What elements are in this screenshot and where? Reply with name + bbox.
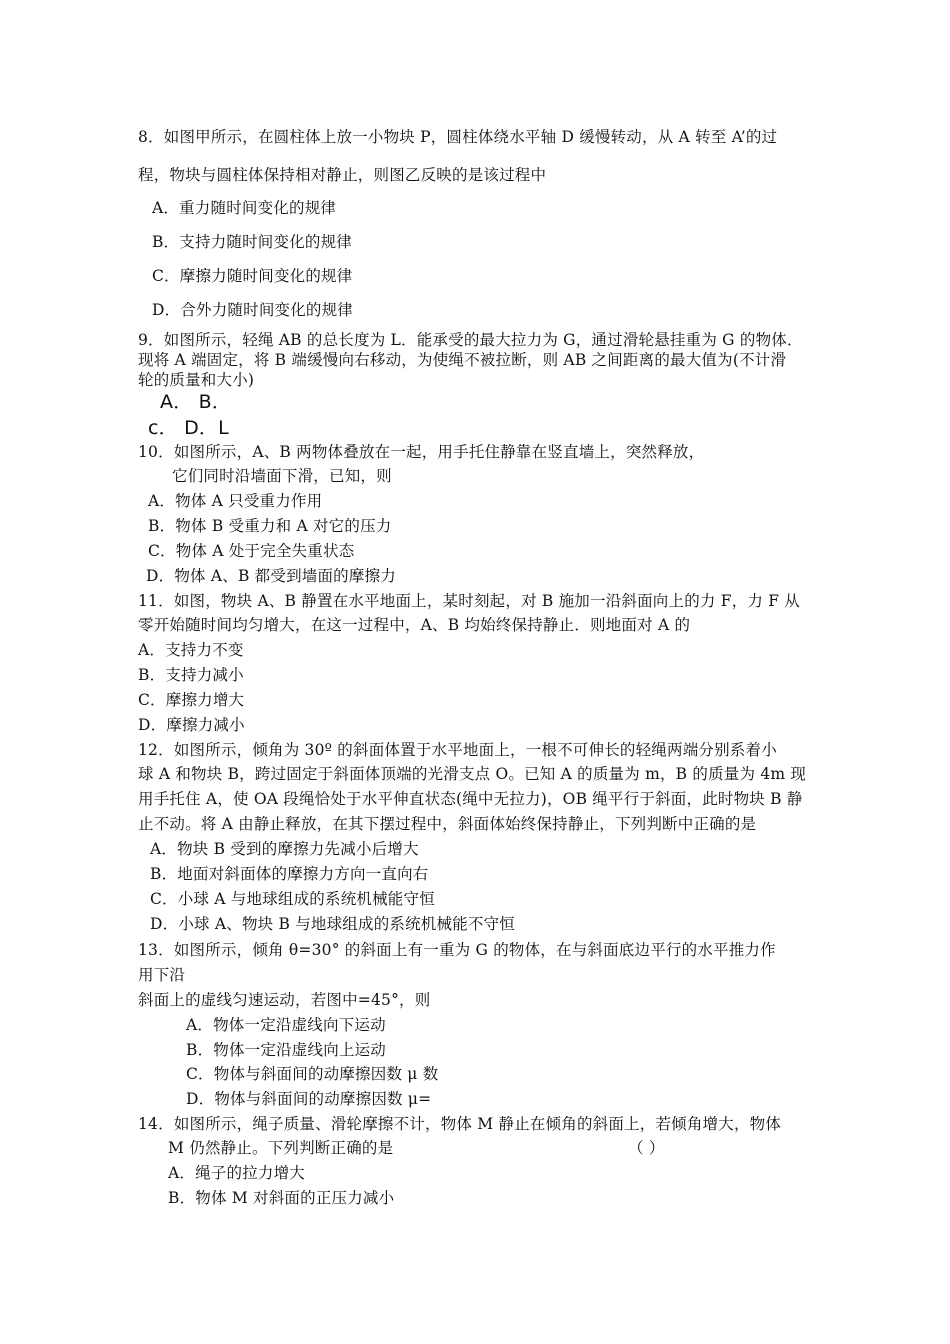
q13-option-a: A．物体一定沿虚线向下运动 bbox=[186, 1016, 386, 1034]
q11-option-c: C．摩擦力增大 bbox=[138, 691, 245, 709]
q9-options-ab: A． B． bbox=[160, 391, 232, 413]
q12-stem-line-1: 12．如图所示，倾角为 30º 的斜面体置于水平地面上，一根不可伸长的轻绳两端分别系着小 bbox=[138, 741, 777, 759]
q8-stem-line-1: 8．如图甲所示，在圆柱体上放一小物块 P，圆柱体绕水平轴 D 缓慢转动，从 A 转至 A’的过 bbox=[138, 128, 778, 146]
q13-option-b: B．物体一定沿虚线向上运动 bbox=[186, 1041, 386, 1059]
q13-option-c: C．物体与斜面间的动摩擦因数 μ 数 bbox=[186, 1065, 439, 1083]
q13-stem-line-1: 13．如图所示，倾角 θ=30° 的斜面上有一重为 G 的物体，在与斜面底边平行的水平推力作 bbox=[138, 941, 776, 959]
q9-stem-line-3: 轮的质量和大小) bbox=[138, 371, 255, 389]
q10-stem-line-2: 它们同时沿墙面下滑，已知，则 bbox=[172, 467, 392, 485]
q12-stem-line-4: 止不动。将 A 由静止释放，在其下摆过程中，斜面体始终保持静止，下列判断中正确的是 bbox=[138, 815, 757, 833]
q8-option-a: A．重力随时间变化的规律 bbox=[152, 199, 337, 217]
q14-answer-blank: （ ） bbox=[628, 1139, 665, 1157]
q9-options-cd: c． D．L bbox=[148, 417, 229, 439]
q10-option-a: A．物体 A 只受重力作用 bbox=[148, 492, 323, 510]
q12-option-d: D．小球 A、物块 B 与地球组成的系统机械能不守恒 bbox=[150, 915, 515, 933]
q8-option-c: C．摩擦力随时间变化的规律 bbox=[152, 267, 353, 285]
q8-option-d: D．合外力随时间变化的规律 bbox=[152, 301, 354, 319]
q13-stem-line-2: 用下沿 bbox=[138, 966, 186, 984]
q9-stem-line-1: 9．如图所示，轻绳 AB 的总长度为 L．能承受的最大拉力为 G，通过滑轮悬挂重为 G 的物体． bbox=[138, 331, 803, 349]
q11-option-d: D．摩擦力减小 bbox=[138, 716, 245, 734]
q11-option-b: B．支持力减小 bbox=[138, 666, 244, 684]
q12-option-b: B．地面对斜面体的摩擦力方向一直向右 bbox=[150, 865, 429, 883]
q8-option-b: B．支持力随时间变化的规律 bbox=[152, 233, 352, 251]
q10-option-b: B．物体 B 受重力和 A 对它的压力 bbox=[148, 517, 392, 535]
q14-option-b: B．物体 M 对斜面的正压力减小 bbox=[168, 1189, 395, 1207]
q11-option-a: A．支持力不变 bbox=[138, 641, 244, 659]
q10-option-c: C．物体 A 处于完全失重状态 bbox=[148, 542, 355, 560]
q13-option-d: D．物体与斜面间的动摩擦因数 μ= bbox=[186, 1090, 432, 1108]
q14-option-a: A．绳子的拉力增大 bbox=[168, 1164, 305, 1182]
q12-stem-line-3: 用手托住 A，使 OA 段绳恰处于水平伸直状态(绳中无拉力)，OB 绳平行于斜面，此时物块 B 静 bbox=[138, 790, 803, 808]
q12-option-a: A．物块 B 受到的摩擦力先减小后增大 bbox=[150, 840, 419, 858]
q11-stem-line-1: 11．如图，物块 A、B 静置在水平地面上，某时刻起，对 B 施加一沿斜面向上的力 F，力 F 从 bbox=[138, 592, 800, 610]
q8-stem-line-2: 程，物块与圆柱体保持相对静止，则图乙反映的是该过程中 bbox=[138, 166, 547, 184]
q11-stem-line-2: 零开始随时间均匀增大，在这一过程中，A、B 均始终保持静止．则地面对 A 的 bbox=[138, 616, 691, 634]
q9-stem-line-2: 现将 A 端固定，将 B 端缓慢向右移动，为使绳不被拉断，则 AB 之间距离的最大值为(不计滑 bbox=[138, 351, 787, 369]
q10-stem-line-1: 10．如图所示，A、B 两物体叠放在一起，用手托住静靠在竖直墙上，突然释放， bbox=[138, 443, 705, 461]
q13-stem-line-3: 斜面上的虚线匀速运动，若图中=45°，则 bbox=[138, 991, 431, 1009]
q14-stem-line-2: M 仍然静止。下列判断正确的是 bbox=[168, 1139, 394, 1157]
q10-option-d: D．物体 A、B 都受到墙面的摩擦力 bbox=[146, 567, 396, 585]
q12-stem-line-2: 球 A 和物块 B，跨过固定于斜面体顶端的光滑支点 O。已知 A 的质量为 m，B 的质量为 4m 现 bbox=[138, 765, 807, 783]
q14-stem-line-1: 14．如图所示，绳子质量、滑轮摩擦不计，物体 M 静止在倾角的斜面上，若倾角增大，物体 bbox=[138, 1115, 782, 1133]
q12-option-c: C．小球 A 与地球组成的系统机械能守恒 bbox=[150, 890, 435, 908]
